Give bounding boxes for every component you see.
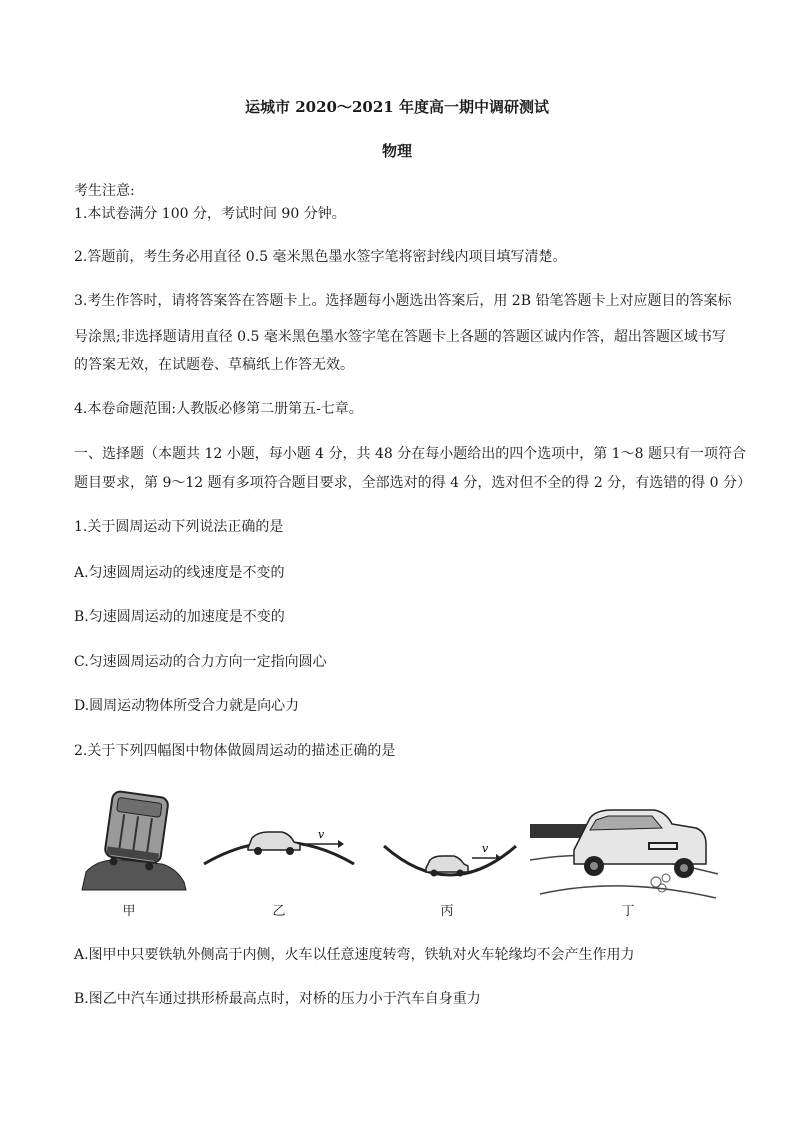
exam-title: 运城市 2020～2021 年度高一期中调研测试 — [245, 98, 549, 116]
velocity-label: v — [482, 842, 489, 855]
section-instructions: 题目要求，第 9～12 题有多项符合题目要求，全部选对的得 4 分，选对但不全的得 2 分，有选错的得 0 分） — [74, 475, 752, 491]
concave-road-figure — [382, 834, 518, 900]
question-2-option-b: B.图乙中汽车通过拱形桥最高点时，对桥的压力小于汽车自身重力 — [74, 991, 481, 1007]
figure-label-jia: 甲 — [122, 904, 136, 919]
question-1-option-b: B.匀速圆周运动的加速度是不变的 — [74, 609, 285, 625]
notice-item: 1.本试卷满分 100 分，考试时间 90 分钟。 — [74, 206, 346, 222]
question-1-option-a: A.匀速圆周运动的线速度是不变的 — [74, 565, 285, 581]
section-instructions: 一、选择题（本题共 12 小题，每小题 4 分，共 48 分在每小题给出的四个选项中，第 1～8 题只有一项符合 — [74, 446, 746, 462]
question-2-option-a: A.图甲中只要铁轨外侧高于内侧，火车以任意速度转弯，铁轨对火车轮缘均不会产生作用力 — [74, 947, 635, 963]
train-figure — [80, 786, 190, 894]
figure-label-ding: 丁 — [621, 904, 635, 919]
question-1-option-c: C.匀速圆周运动的合力方向一定指向圆心 — [74, 654, 327, 670]
notice-item: 的答案无效，在试题卷、草稿纸上作答无效。 — [74, 357, 354, 373]
notice-item: 4.本卷命题范围:人教版必修第二册第五-七章。 — [74, 401, 363, 417]
question-2-figures — [74, 782, 724, 922]
velocity-label: v — [318, 828, 325, 841]
question-2-stem: 2.关于下列四幅图中物体做圆周运动的描述正确的是 — [74, 743, 396, 759]
notice-item: 3.考生作答时，请将答案答在答题卡上。选择题每小题选出答案后，用 2B 铅笔答题卡上对应题目的答案标 — [74, 293, 732, 309]
question-1-stem: 1.关于圆周运动下列说法正确的是 — [74, 519, 284, 535]
drifting-car-figure — [530, 798, 720, 902]
figure-label-bing: 丙 — [440, 904, 454, 919]
arched-bridge-figure — [202, 812, 356, 900]
notice-item: 号涂黑;非选择题请用直径 0.5 毫米黑色墨水签字笔在答题卡上各题的答题区诚内作答，超出答题区域书写 — [74, 329, 726, 345]
notice-item: 2.答题前，考生务必用直径 0.5 毫米黑色墨水签字笔将密封线内项目填写清楚。 — [74, 249, 567, 265]
subject-title: 物理 — [381, 142, 412, 160]
figure-label-yi: 乙 — [272, 904, 286, 919]
question-1-option-d: D.圆周运动物体所受合力就是向心力 — [74, 698, 300, 714]
notice-heading: 考生注意: — [74, 183, 135, 199]
